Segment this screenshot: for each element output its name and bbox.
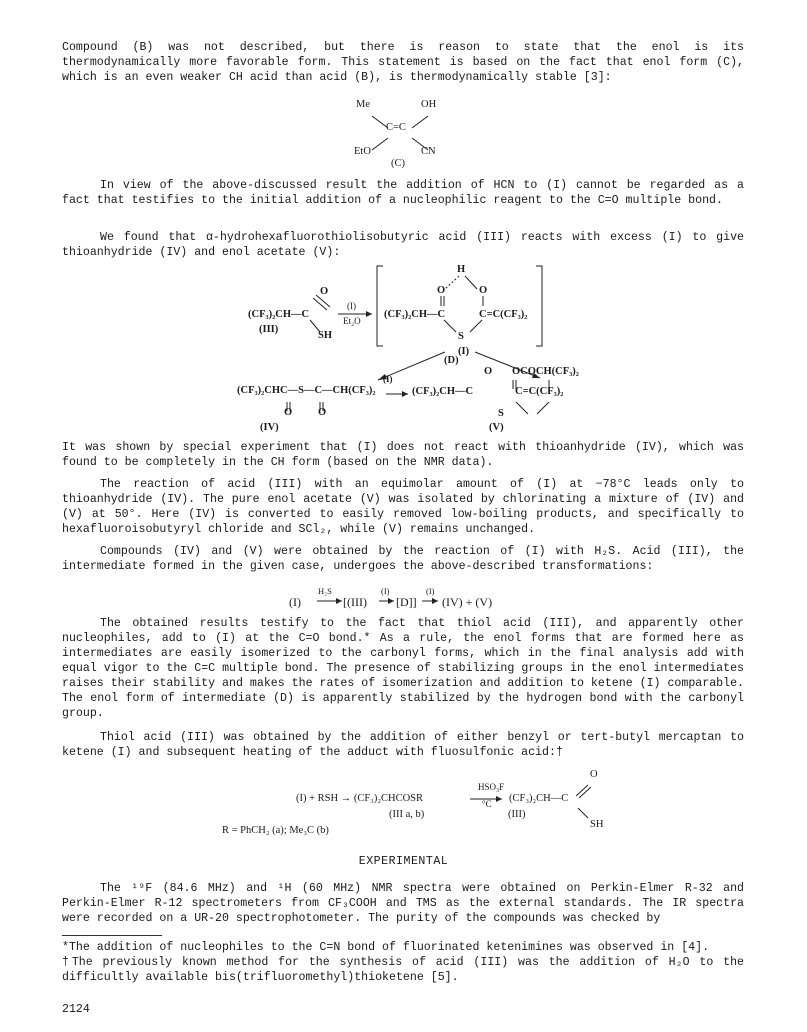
scheme3-catalyst: HSO₃F bbox=[478, 782, 505, 792]
scheme3-intermediate-label: (III a, b) bbox=[389, 809, 425, 820]
scheme1-arrow-solvent: Et₂O bbox=[343, 316, 361, 326]
scheme1-iv-o2: O bbox=[318, 407, 327, 418]
scheme1-label-v: (V) bbox=[489, 422, 504, 433]
scheme1-o3: O bbox=[479, 285, 488, 296]
footnote-ketenimines: *The addition of nucleophiles to the C=N bond of fluorinated ketenimines was observed in [4]. bbox=[62, 941, 710, 954]
scheme1-acid-iii: (CF₃)₂CH—C bbox=[248, 309, 310, 320]
scheme1-enol-left: (CF₃)₂CH—C bbox=[384, 309, 446, 320]
struct-c-eto: EtO bbox=[354, 146, 371, 157]
paragraph-hcn-addition: In view of the above-discussed result the addition of HCN to (I) cannot be regarded as a fact that testifies to the initial addition of a nucleophilic reagent to the C=O multiple bond. bbox=[62, 179, 744, 207]
paragraph-h2s-reaction: Compounds (IV) and (V) were obtained by the reaction of (I) with H₂S. Acid (III), the intermediate formed in the given case, undergoes the above-described transformations: bbox=[62, 545, 744, 573]
paragraph-thiol-acid: We found that α-hydrohexafluorothiolisobutyric acid (III) reacts with excess (I) to give thioanhydride (IV) and enol acetate (V): bbox=[62, 231, 744, 259]
scheme1-s: S bbox=[458, 331, 464, 342]
paragraph-results: The obtained results testify to the fact that thiol acid (III), and apparently other nucleophiles, add to (I) at the C=O bond.* As a rule, the enol forms that are formed here as intermediates are easily isomerized to the carbonyl forms, which in the final analysis add with equal vigor to the C=C multiple bond. The presence of stabilizing groups in the enol intermediates raises their stability and makes the rates of isomerization and addition to ketene (I) comparable. The enol form of intermediate (D) is apparently stabilized by the hydrogen bond with the carbonyl group. bbox=[62, 617, 744, 720]
footnote-divider bbox=[62, 935, 162, 936]
scheme1-d-label: (D) bbox=[444, 355, 459, 366]
scheme2-products: (IV) + (V) bbox=[442, 595, 493, 609]
scheme1-v-s: S bbox=[498, 408, 504, 419]
struct-c-double-bond: C=C bbox=[386, 122, 406, 133]
scheme3-temp: °C bbox=[482, 799, 492, 809]
struct-c-label: (C) bbox=[391, 158, 405, 169]
paragraph-equimolar-reaction: The reaction of acid (III) with an equimolar amount of (I) at −78°C leads only to thioanhydride (IV). The pure enol acetate (V) was isolated by chlorinating a mixture of (IV) and (V) at 50°. Here (IV) is converted to easily removed low-boiling products, and specifically to hexafluoroisobutyryl chloride and SCl₂, while (V) remains unchanged. bbox=[62, 478, 744, 536]
scheme3-r-definition: R = PhCH₂ (a); Me₃C (b) bbox=[222, 825, 329, 836]
paragraph-synthesis: Thiol acid (III) was obtained by the addition of either benzyl or tert-butyl mercaptan to ketene (I) and subsequent heating of the adduct with fluosulfonic acid:† bbox=[62, 731, 744, 759]
scheme2-intermediate: [D]] bbox=[396, 595, 417, 609]
scheme1-o1: O bbox=[320, 286, 329, 297]
scheme1-x-arrow-reagent: (I) bbox=[383, 374, 393, 384]
scheme1-arrow-reagent: (I) bbox=[347, 301, 356, 311]
scheme2-reactant: (I) bbox=[289, 595, 301, 609]
scheme1-sh: SH bbox=[318, 330, 333, 341]
scheme1-label-iii: (III) bbox=[259, 324, 279, 335]
scheme1-iv-structure: (CF₃)₂CHC—S—C—CH(CF₃)₂ bbox=[237, 385, 376, 396]
scheme2-arrow3-label: (I) bbox=[426, 586, 435, 596]
struct-c-me: Me bbox=[356, 99, 370, 110]
paragraph-special-experiment: It was shown by special experiment that (I) does not react with thioanhydride (IV), which was found to be completely in the CH form (based on the NMR data). bbox=[62, 441, 744, 469]
scheme2-h2s: H₂S bbox=[318, 586, 332, 596]
scheme1-v-o: O bbox=[484, 366, 493, 377]
scheme1-h: H bbox=[457, 264, 466, 275]
struct-c-oh: OH bbox=[421, 99, 437, 110]
scheme1-iv-o1: O bbox=[284, 407, 293, 418]
page-number: 2124 bbox=[62, 1003, 90, 1016]
scheme2-arrow2-label: (I) bbox=[381, 586, 390, 596]
paragraph-enol-stability: Compound (B) was not described, but there is reason to state that the enol is its thermodynamically more favorable form. This statement is based on the fact that enol form (C), which is an even weaker CH acid than acid (B), is thermodynamically stable [3]: bbox=[62, 41, 744, 84]
scheme3-product: (CF₃)₂CH—C bbox=[509, 793, 569, 804]
scheme1-v-ococh: OCOCH(CF₃)₂ bbox=[512, 366, 579, 377]
scheme3-reactants: (I) + RSH → (CF₃)₂CHCOSR bbox=[296, 793, 424, 804]
scheme1-v-left: (CF₃)₂CH—C bbox=[412, 386, 474, 397]
scheme1-i-label: (I) bbox=[458, 346, 470, 357]
paragraph-nmr-spectra: The ¹⁹F (84.6 MHz) and ¹H (60 MHz) NMR spectra were obtained on Perkin-Elmer R-32 and Perkin-Elmer R-12 spectrometers from CF₃COOH and TMS as the external standards. The IR spectra were recorded on a UR-20 spectrophotometer. The purity of the compounds was checked by bbox=[62, 882, 744, 925]
scheme3-product-label: (III) bbox=[508, 809, 526, 820]
section-heading-experimental: EXPERIMENTAL bbox=[358, 855, 449, 868]
footnote-previous-method: †The previously known method for the synthesis of acid (III) was the addition of H₂O to the difficultly available bis(trifluoromethyl)thioketene [5]. bbox=[62, 956, 744, 984]
scheme3-sh: SH bbox=[590, 819, 604, 830]
scheme1-enol-right: C=C(CF₃)₂ bbox=[479, 309, 528, 320]
scheme1-o2: O bbox=[437, 285, 446, 296]
scheme1-label-iv: (IV) bbox=[260, 422, 279, 433]
struct-c-cn: CN bbox=[421, 146, 436, 157]
scheme1-v-right: C=C(CF₃)₂ bbox=[515, 386, 564, 397]
scheme3-o: O bbox=[590, 769, 598, 780]
scheme2-acid: [(III) bbox=[343, 595, 367, 609]
